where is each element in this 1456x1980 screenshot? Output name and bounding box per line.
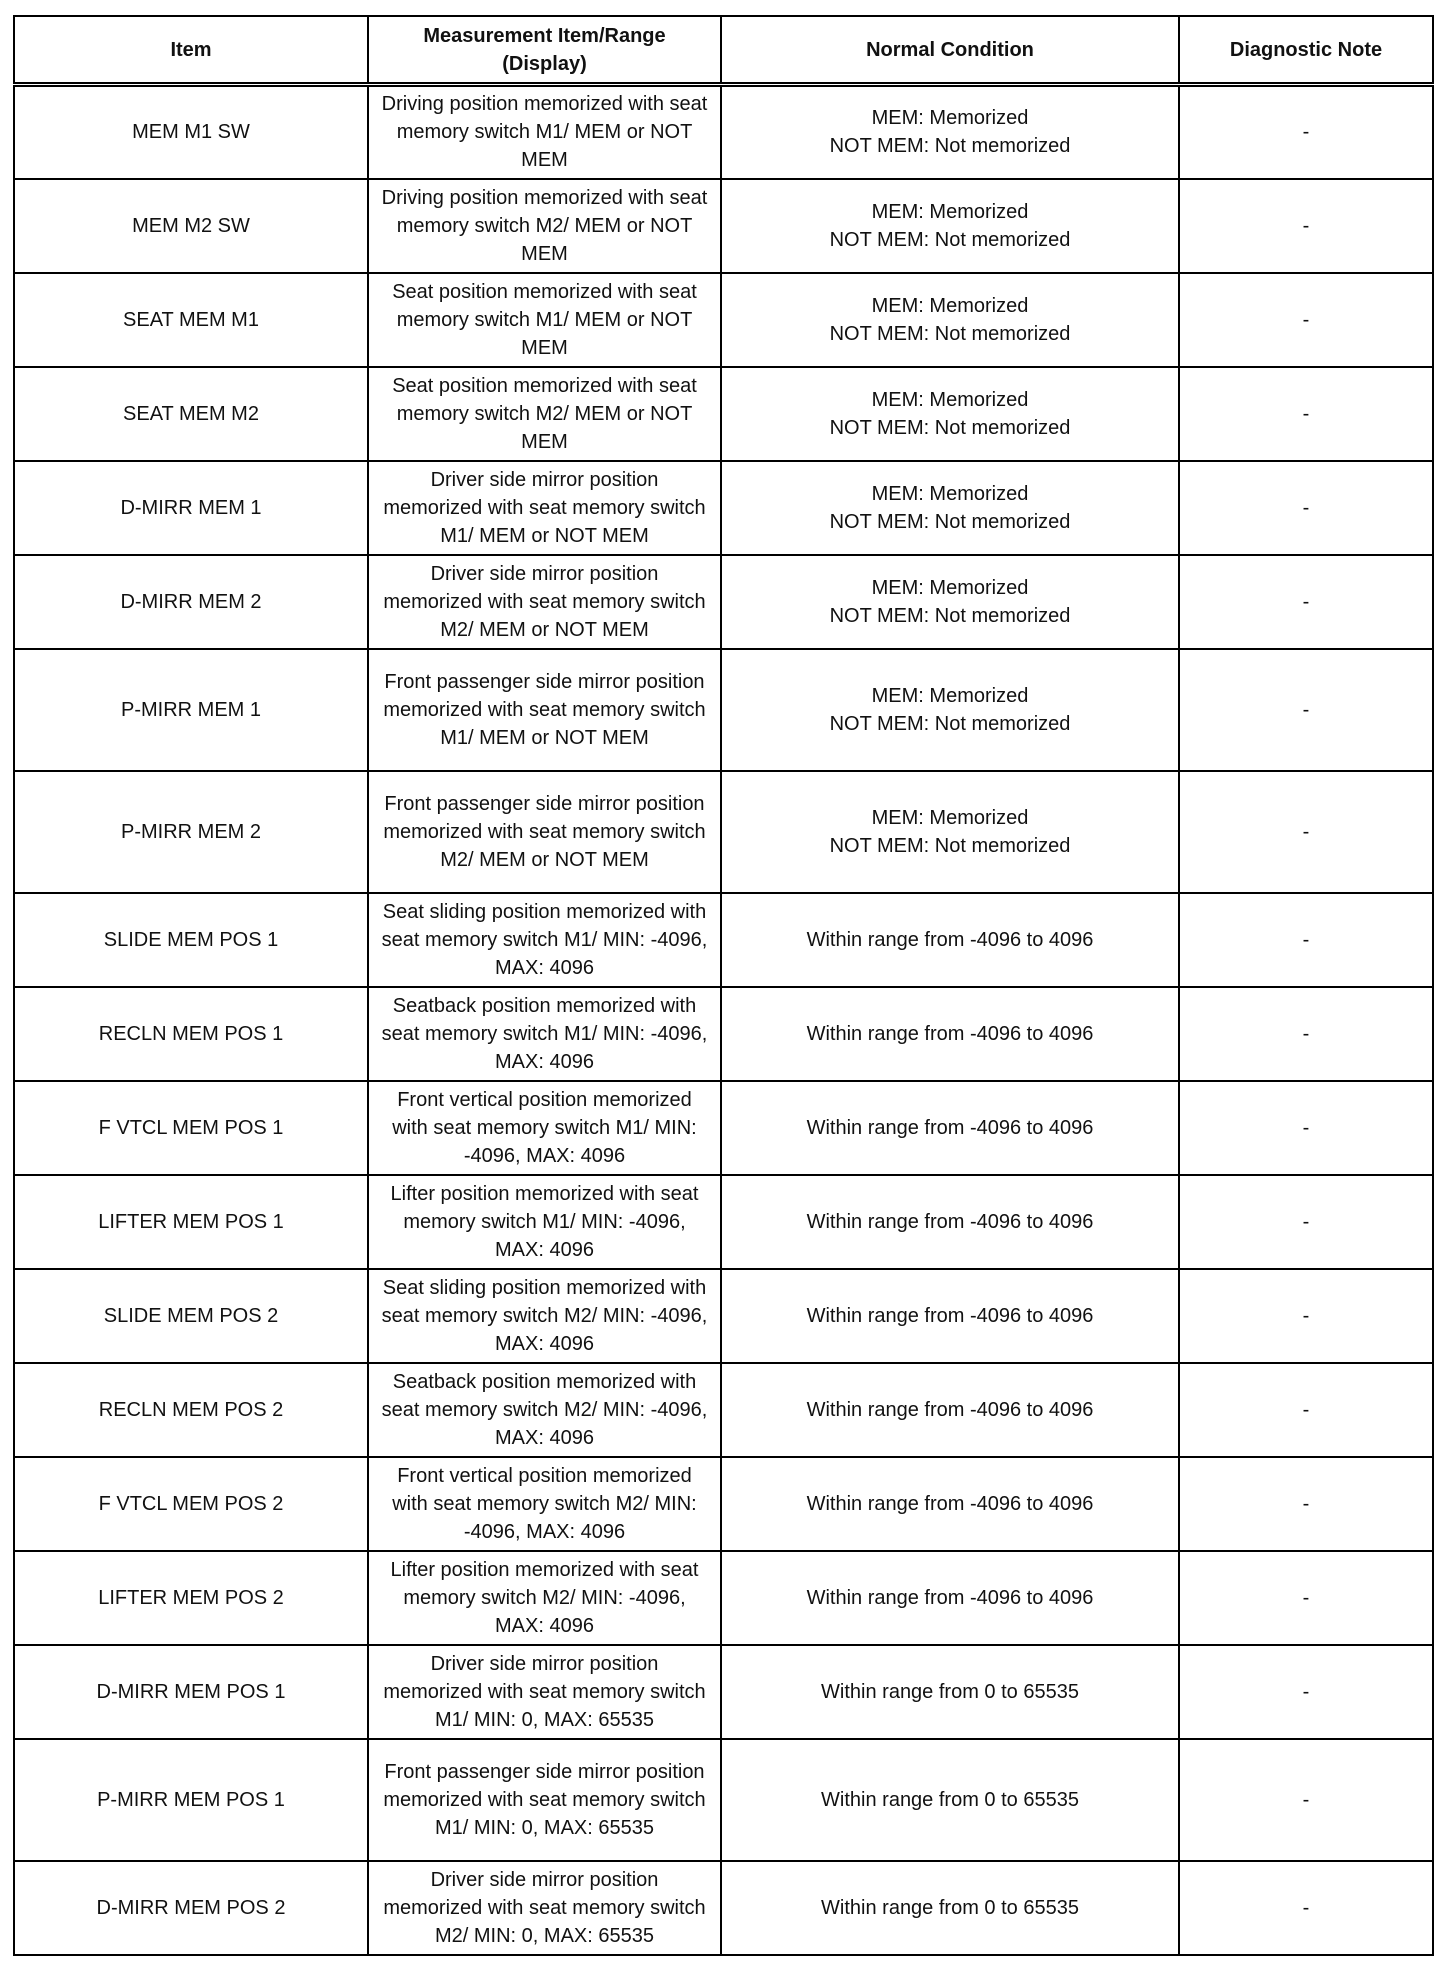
diagnostic-note-cell: - xyxy=(1179,461,1433,555)
item-cell: F VTCL MEM POS 1 xyxy=(14,1081,368,1175)
measurement-range-cell: Seatback position memorized with seat memory switch M1/ MIN: -4096, MAX: 4096 xyxy=(368,987,721,1081)
header-measurement-range xyxy=(368,16,721,85)
item-cell: LIFTER MEM POS 1 xyxy=(14,1175,368,1269)
table-row xyxy=(14,1861,1433,1955)
diagnostic-note-cell: - xyxy=(1179,555,1433,649)
diagnostic-note-cell: - xyxy=(1179,1175,1433,1269)
normal-condition-cell xyxy=(721,85,1179,179)
item-cell: SLIDE MEM POS 2 xyxy=(14,1269,368,1363)
diagnostic-note-cell: - xyxy=(1179,1551,1433,1645)
table-row xyxy=(14,1081,1433,1175)
measurement-range-cell: Driver side mirror position memorized with seat memory switch M2/ MIN: 0, MAX: 65535 xyxy=(368,1861,721,1955)
normal-condition-cell xyxy=(721,1175,1179,1269)
condition-line: MEM: Memorized xyxy=(871,684,1029,707)
diagnostic-note-cell: - xyxy=(1179,771,1433,893)
item-cell: MEM M2 SW xyxy=(14,179,368,273)
diagnostic-note-cell: - xyxy=(1179,1081,1433,1175)
condition-line: Within range from -4096 to 4096 xyxy=(806,1586,1094,1609)
diagnostic-note-cell: - xyxy=(1179,85,1433,179)
table-body xyxy=(14,85,1433,1955)
condition-line: Within range from -4096 to 4096 xyxy=(806,1210,1094,1233)
normal-condition-cell xyxy=(721,1363,1179,1457)
measurement-range-cell: Seat position memorized with seat memory switch M2/ MEM or NOT MEM xyxy=(368,367,721,461)
item-cell: P-MIRR MEM POS 1 xyxy=(14,1739,368,1861)
header-normal-condition: Normal Condition xyxy=(721,16,1179,85)
measurement-range-cell: Lifter position memorized with seat memory switch M2/ MIN: -4096, MAX: 4096 xyxy=(368,1551,721,1645)
condition-line: Within range from -4096 to 4096 xyxy=(806,1022,1094,1045)
diagnostic-note-cell: - xyxy=(1179,1457,1433,1551)
table-row xyxy=(14,1457,1433,1551)
table-row xyxy=(14,649,1433,771)
condition-line: MEM: Memorized xyxy=(871,388,1029,411)
normal-condition-cell xyxy=(721,273,1179,367)
table-row xyxy=(14,1175,1433,1269)
condition-line: Within range from 0 to 65535 xyxy=(821,1680,1079,1703)
condition-line: MEM: Memorized xyxy=(871,806,1029,829)
header-measurement-range-label: Measurement Item/Range (Display) xyxy=(423,24,666,75)
item-cell: F VTCL MEM POS 2 xyxy=(14,1457,368,1551)
table-row xyxy=(14,273,1433,367)
measurement-range-cell: Seatback position memorized with seat memory switch M2/ MIN: -4096, MAX: 4096 xyxy=(368,1363,721,1457)
diagnostic-note-cell: - xyxy=(1179,179,1433,273)
table-row xyxy=(14,85,1433,179)
header-diagnostic-note: Diagnostic Note xyxy=(1179,16,1433,85)
table-row xyxy=(14,771,1433,893)
item-cell: SEAT MEM M2 xyxy=(14,367,368,461)
condition-line: MEM: Memorized xyxy=(871,200,1029,223)
measurement-range-cell: Seat position memorized with seat memory switch M1/ MEM or NOT MEM xyxy=(368,273,721,367)
condition-line: NOT MEM: Not memorized xyxy=(829,135,1071,158)
item-cell: P-MIRR MEM 2 xyxy=(14,771,368,893)
condition-line: MEM: Memorized xyxy=(871,576,1029,599)
normal-condition-cell xyxy=(721,649,1179,771)
diagnostic-note-cell: - xyxy=(1179,893,1433,987)
item-cell: D-MIRR MEM 1 xyxy=(14,461,368,555)
condition-line: Within range from -4096 to 4096 xyxy=(806,1398,1094,1421)
condition-line: Within range from 0 to 65535 xyxy=(821,1788,1079,1811)
table-row xyxy=(14,987,1433,1081)
condition-line: NOT MEM: Not memorized xyxy=(829,604,1071,627)
item-cell: D-MIRR MEM POS 1 xyxy=(14,1645,368,1739)
diagnostic-note-cell: - xyxy=(1179,1269,1433,1363)
normal-condition-cell xyxy=(721,461,1179,555)
condition-line: MEM: Memorized xyxy=(871,482,1029,505)
normal-condition-cell xyxy=(721,1739,1179,1861)
item-cell: LIFTER MEM POS 2 xyxy=(14,1551,368,1645)
condition-line: NOT MEM: Not memorized xyxy=(829,712,1071,735)
condition-line: MEM: Memorized xyxy=(871,294,1029,317)
measurement-range-cell: Front passenger side mirror position memorized with seat memory switch M1/ MIN: 0, MAX: 65535 xyxy=(368,1739,721,1861)
diagnostic-note-cell: - xyxy=(1179,1861,1433,1955)
header-row xyxy=(14,16,1433,85)
measurement-range-cell: Lifter position memorized with seat memory switch M1/ MIN: -4096, MAX: 4096 xyxy=(368,1175,721,1269)
item-cell: P-MIRR MEM 1 xyxy=(14,649,368,771)
item-cell: RECLN MEM POS 2 xyxy=(14,1363,368,1457)
normal-condition-cell xyxy=(721,555,1179,649)
table-row xyxy=(14,461,1433,555)
measurement-range-cell: Front vertical position memorized with seat memory switch M1/ MIN: -4096, MAX: 4096 xyxy=(368,1081,721,1175)
normal-condition-cell xyxy=(721,1861,1179,1955)
condition-line: Within range from -4096 to 4096 xyxy=(806,1492,1094,1515)
condition-line: Within range from 0 to 65535 xyxy=(821,1896,1079,1919)
spec-table-container xyxy=(13,15,1432,1956)
item-cell: RECLN MEM POS 1 xyxy=(14,987,368,1081)
diagnostic-note-cell: - xyxy=(1179,987,1433,1081)
table-row xyxy=(14,1739,1433,1861)
item-cell: SLIDE MEM POS 1 xyxy=(14,893,368,987)
measurement-range-cell: Driver side mirror position memorized with seat memory switch M1/ MIN: 0, MAX: 65535 xyxy=(368,1645,721,1739)
condition-line: NOT MEM: Not memorized xyxy=(829,834,1071,857)
measurement-range-cell: Driver side mirror position memorized with seat memory switch M1/ MEM or NOT MEM xyxy=(368,461,721,555)
normal-condition-cell xyxy=(721,179,1179,273)
data-monitor-table xyxy=(13,15,1434,1956)
normal-condition-cell xyxy=(721,1645,1179,1739)
measurement-range-cell: Front vertical position memorized with seat memory switch M2/ MIN: -4096, MAX: 4096 xyxy=(368,1457,721,1551)
measurement-range-cell: Seat sliding position memorized with seat memory switch M1/ MIN: -4096, MAX: 4096 xyxy=(368,893,721,987)
condition-line: Within range from -4096 to 4096 xyxy=(806,928,1094,951)
condition-line: NOT MEM: Not memorized xyxy=(829,510,1071,533)
measurement-range-cell: Driving position memorized with seat memory switch M1/ MEM or NOT MEM xyxy=(368,85,721,179)
diagnostic-note-cell: - xyxy=(1179,367,1433,461)
item-cell: SEAT MEM M1 xyxy=(14,273,368,367)
diagnostic-note-cell: - xyxy=(1179,1645,1433,1739)
table-row xyxy=(14,555,1433,649)
table-row xyxy=(14,1363,1433,1457)
condition-line: Within range from -4096 to 4096 xyxy=(806,1304,1094,1327)
measurement-range-cell: Driver side mirror position memorized with seat memory switch M2/ MEM or NOT MEM xyxy=(368,555,721,649)
table-row xyxy=(14,1551,1433,1645)
diagnostic-note-cell: - xyxy=(1179,1739,1433,1861)
measurement-range-cell: Front passenger side mirror position memorized with seat memory switch M2/ MEM or NOT MEM xyxy=(368,771,721,893)
item-cell: D-MIRR MEM POS 2 xyxy=(14,1861,368,1955)
condition-line: NOT MEM: Not memorized xyxy=(829,322,1071,345)
normal-condition-cell xyxy=(721,367,1179,461)
header-item: Item xyxy=(14,16,368,85)
normal-condition-cell xyxy=(721,893,1179,987)
table-row xyxy=(14,893,1433,987)
table-row xyxy=(14,1645,1433,1739)
normal-condition-cell xyxy=(721,987,1179,1081)
normal-condition-cell xyxy=(721,1269,1179,1363)
item-cell: D-MIRR MEM 2 xyxy=(14,555,368,649)
diagnostic-note-cell: - xyxy=(1179,1363,1433,1457)
measurement-range-cell: Seat sliding position memorized with seat memory switch M2/ MIN: -4096, MAX: 4096 xyxy=(368,1269,721,1363)
condition-line: NOT MEM: Not memorized xyxy=(829,228,1071,251)
table-row xyxy=(14,367,1433,461)
item-cell: MEM M1 SW xyxy=(14,85,368,179)
normal-condition-cell xyxy=(721,771,1179,893)
diagnostic-note-cell: - xyxy=(1179,273,1433,367)
measurement-range-cell: Driving position memorized with seat memory switch M2/ MEM or NOT MEM xyxy=(368,179,721,273)
table-row xyxy=(14,179,1433,273)
table-row xyxy=(14,1269,1433,1363)
condition-line: Within range from -4096 to 4096 xyxy=(806,1116,1094,1139)
measurement-range-cell: Front passenger side mirror position memorized with seat memory switch M1/ MEM or NOT MEM xyxy=(368,649,721,771)
normal-condition-cell xyxy=(721,1457,1179,1551)
condition-line: NOT MEM: Not memorized xyxy=(829,416,1071,439)
diagnostic-note-cell: - xyxy=(1179,649,1433,771)
normal-condition-cell xyxy=(721,1081,1179,1175)
condition-line: MEM: Memorized xyxy=(871,107,1029,130)
normal-condition-cell xyxy=(721,1551,1179,1645)
